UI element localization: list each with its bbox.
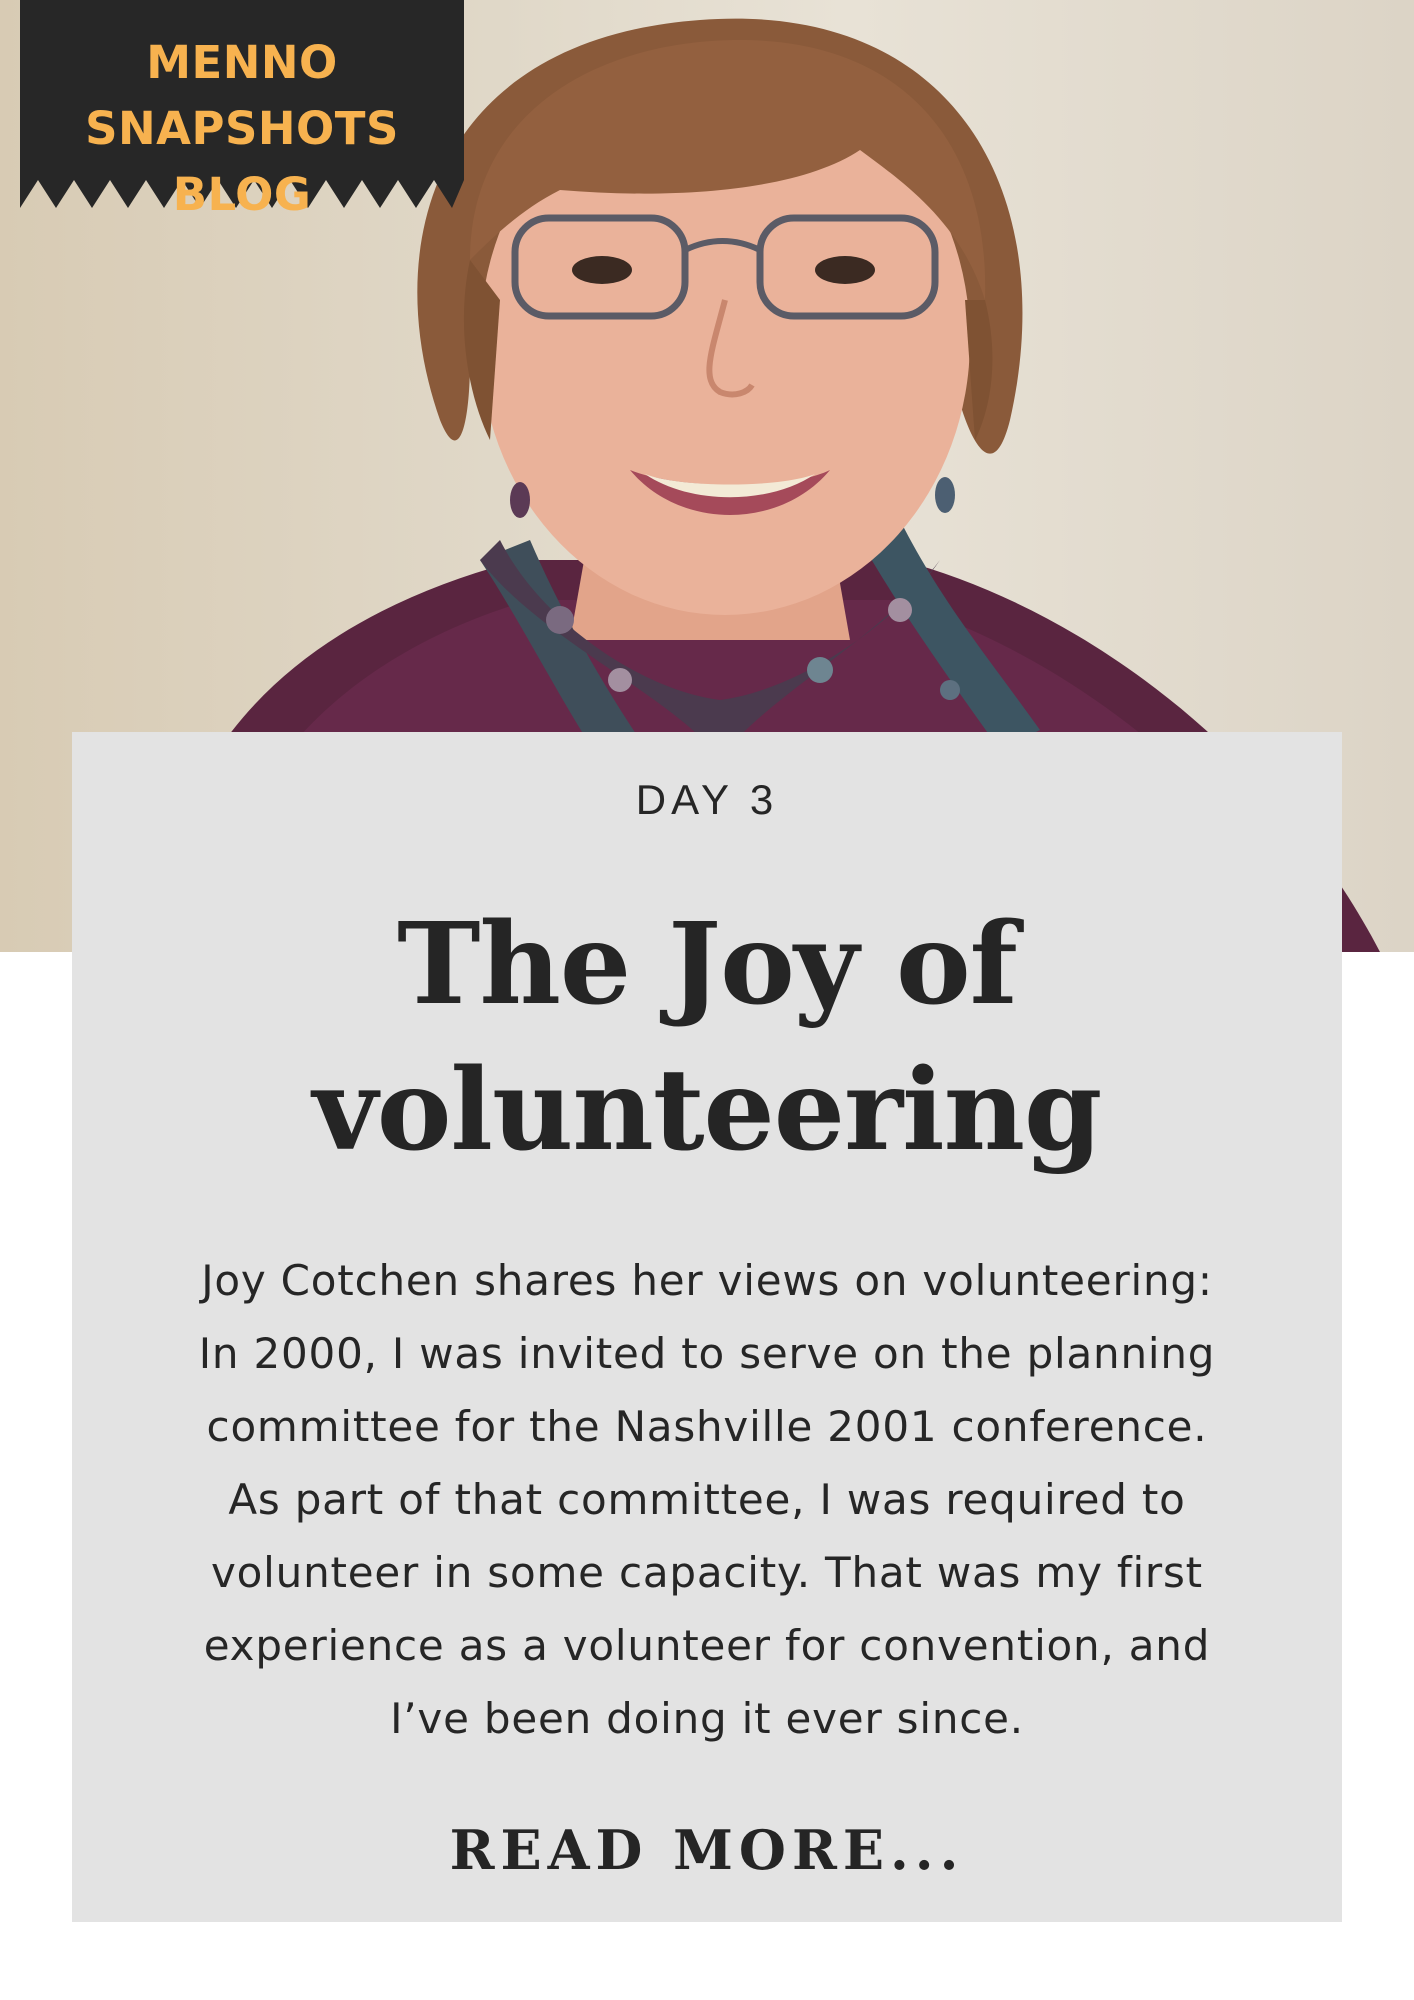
post-title xyxy=(72,892,1342,1184)
excerpt-line: Joy Cotchen shares her views on volunteering: xyxy=(201,1256,1213,1305)
excerpt-line: committee for the Nashville 2001 conference. xyxy=(206,1402,1208,1451)
post-title-line2: volunteering xyxy=(312,1045,1102,1176)
day-label: DAY 3 xyxy=(635,776,779,823)
read-more-link[interactable]: READ MORE... xyxy=(449,1818,965,1882)
badge-title-line1: MENNO xyxy=(146,36,338,89)
post-title-line1: The Joy of xyxy=(397,899,1017,1030)
excerpt-line: volunteer in some capacity. That was my first xyxy=(211,1548,1203,1597)
excerpt-line: As part of that committee, I was required to xyxy=(228,1475,1186,1524)
blog-badge xyxy=(20,0,464,221)
excerpt-line: In 2000, I was invited to serve on the planning xyxy=(198,1329,1216,1378)
excerpt-line: experience as a volunteer for convention, and xyxy=(203,1621,1211,1670)
post-card xyxy=(72,732,1342,1922)
excerpt-line: I’ve been doing it ever since. xyxy=(390,1694,1024,1743)
badge-title-line2: SNAPSHOTS BLOG xyxy=(85,102,399,221)
post-excerpt xyxy=(122,1244,1292,1755)
